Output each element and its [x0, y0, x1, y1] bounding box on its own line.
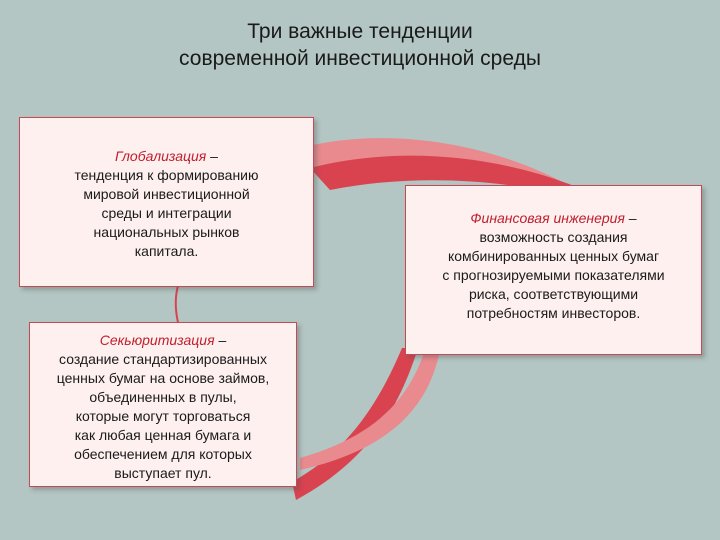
securitization-line: ценных бумаг на основе займов, [56, 370, 270, 386]
financial-engineering-line: риска, соответствующими [468, 286, 639, 302]
globalization-line: национальных рынков [93, 224, 240, 240]
financial-engineering-box [405, 185, 702, 355]
financial-engineering-line: потребностям инвесторов. [466, 305, 641, 321]
securitization-line: обеспечением для которых [74, 446, 252, 462]
globalization-dash: – [206, 148, 218, 164]
title-line-1: Три важные тенденции [247, 20, 473, 43]
securitization-box [29, 322, 297, 487]
securitization-line: которые могут торговаться [75, 408, 251, 424]
securitization-line: как любая ценная бумага и [74, 427, 252, 443]
financial-engineering-term: Финансовая инженерия [470, 210, 625, 226]
financial-engineering-dash: – [624, 210, 637, 226]
globalization-line: мировой инвестиционной [83, 186, 250, 202]
financial-engineering-line: возможность создания [479, 229, 628, 245]
securitization-line: объединенных в пулы, [89, 389, 237, 405]
financial-engineering-line: с прогнозируемыми показателями [442, 267, 665, 283]
financial-engineering-line: комбинированных ценных бумаг [447, 248, 660, 264]
securitization-line: создание стандартизированных [59, 351, 267, 367]
globalization-line: капитала. [134, 243, 199, 259]
title-line-2: современной инвестиционной среды [179, 47, 541, 70]
securitization-term: Секьюритизация [99, 332, 215, 348]
globalization-term: Глобализация [115, 148, 207, 164]
globalization-box [19, 117, 314, 287]
securitization-dash: – [214, 332, 227, 348]
securitization-line: выступает пул. [114, 465, 212, 481]
globalization-line: среды и интеграции [101, 205, 232, 221]
globalization-line: тенденция к формированию [74, 167, 259, 183]
